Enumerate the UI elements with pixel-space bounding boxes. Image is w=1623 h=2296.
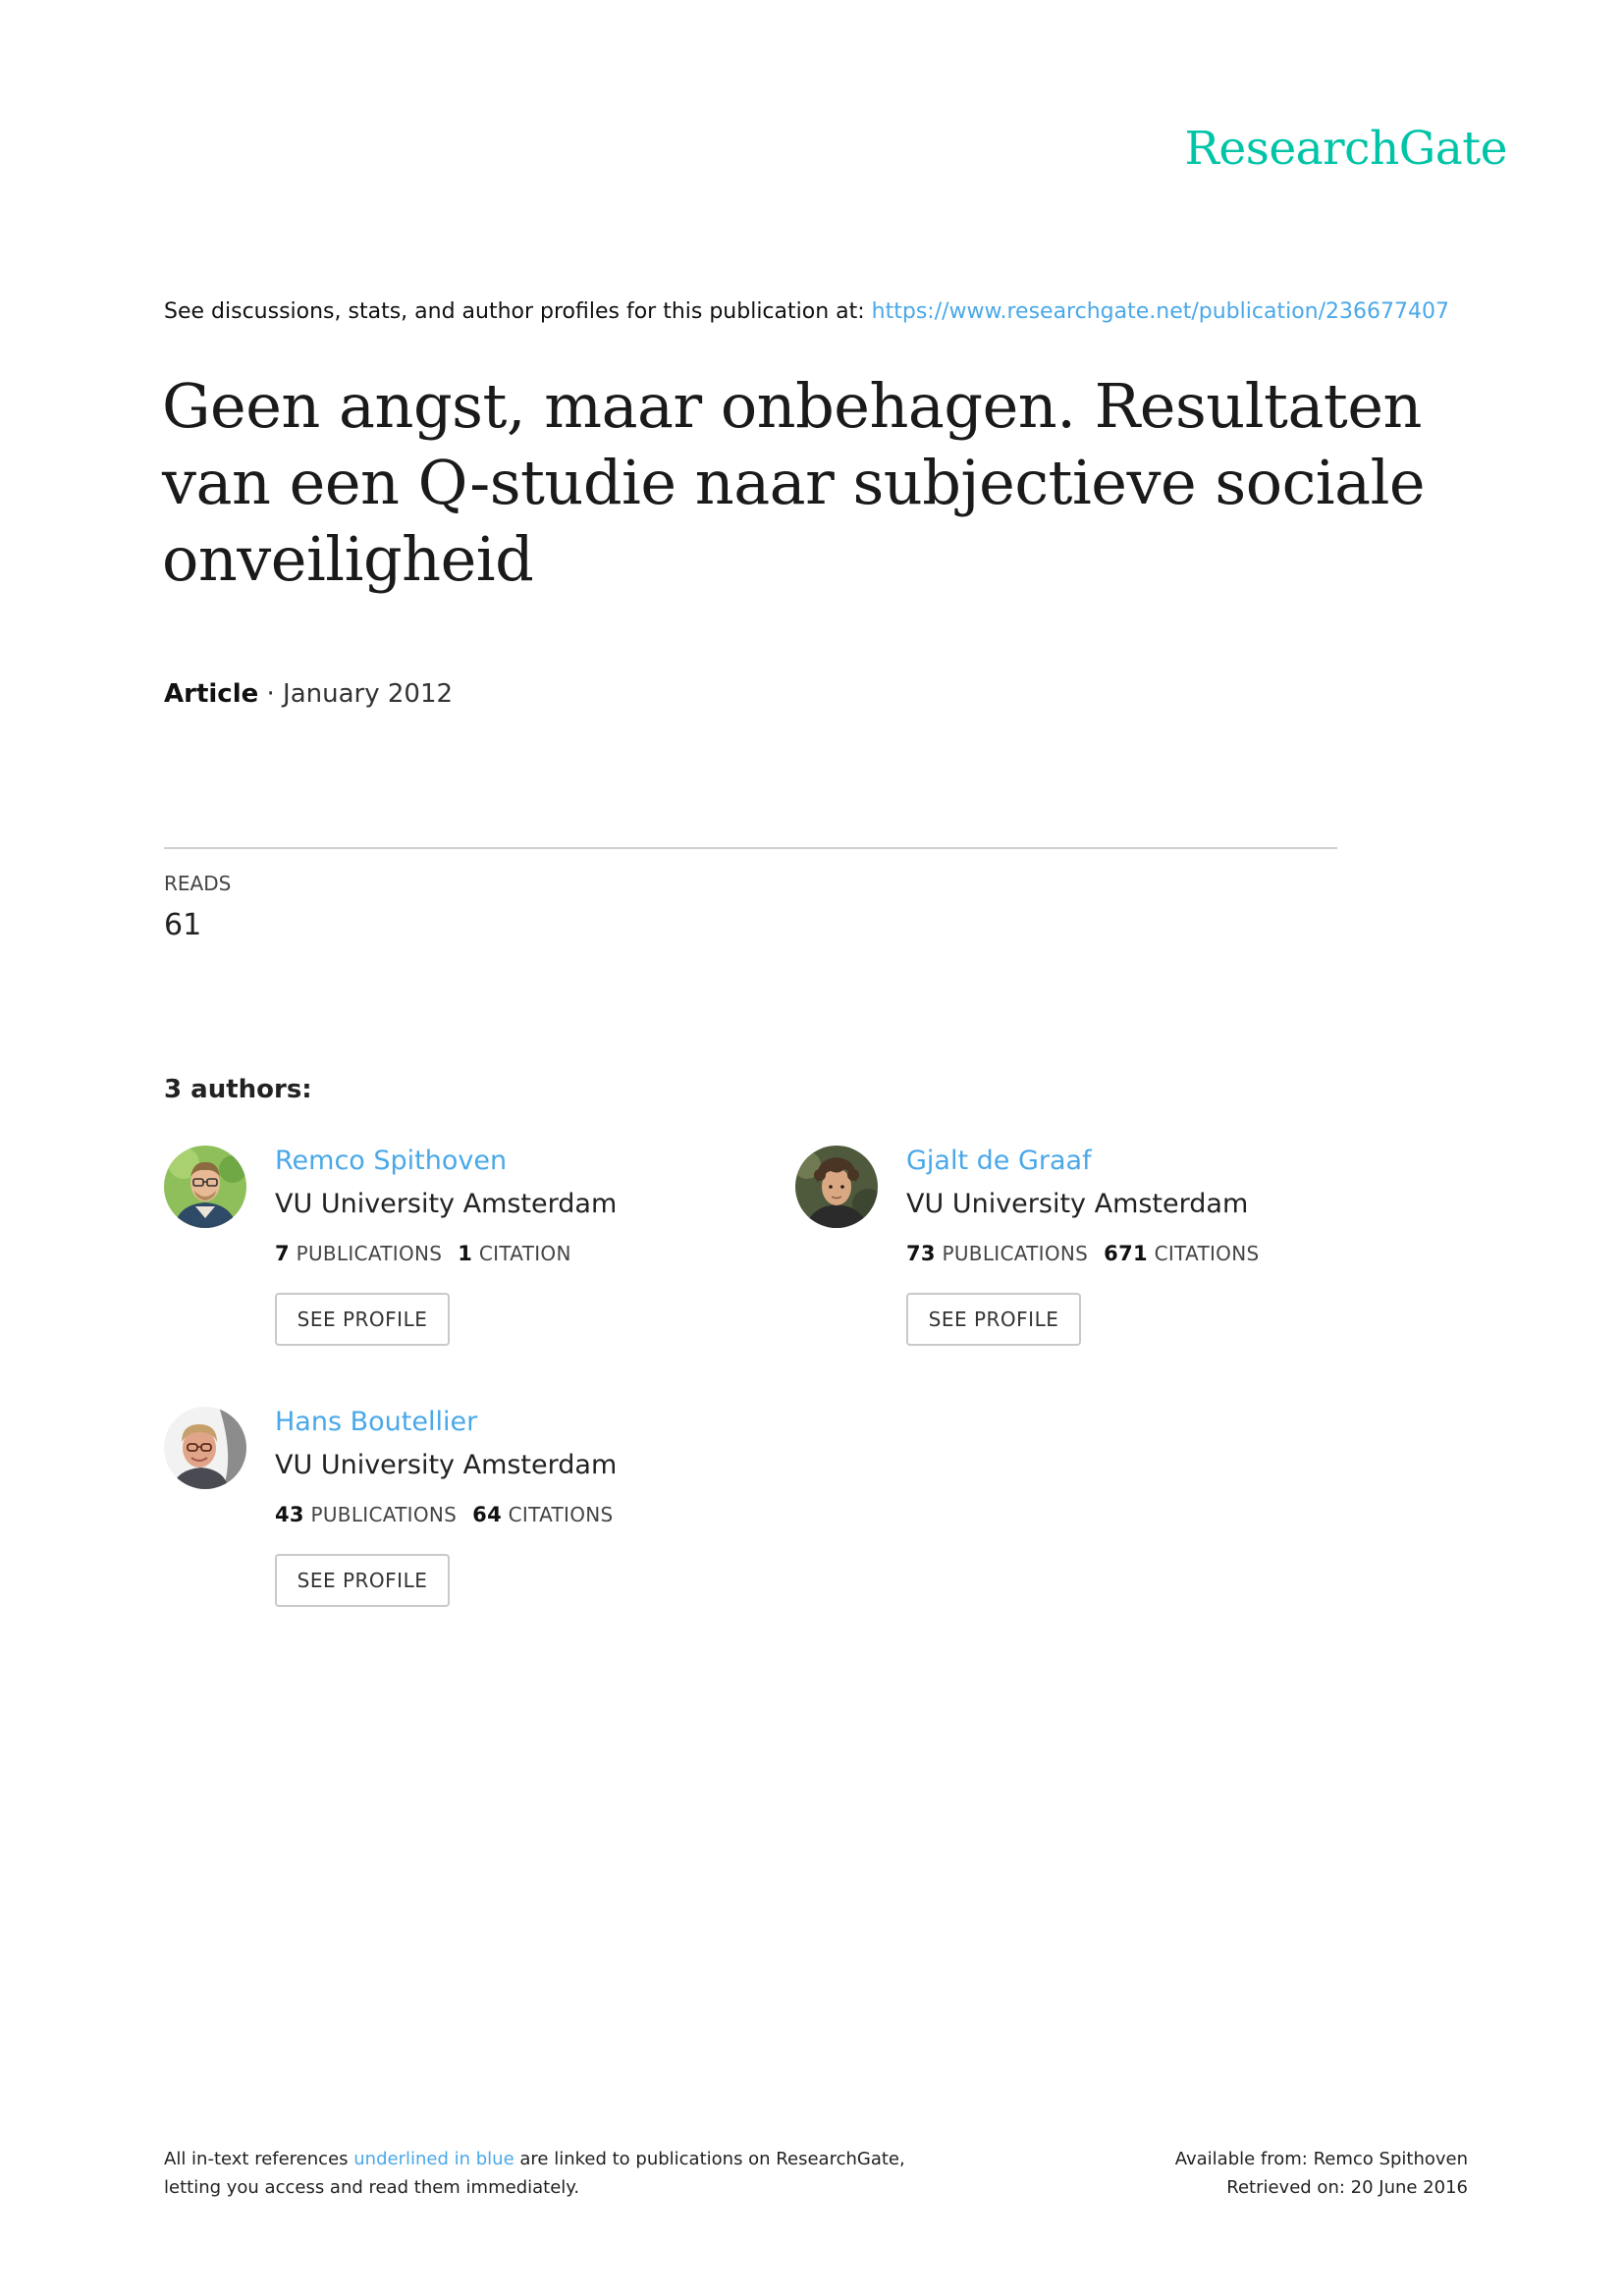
- publication-date: January 2012: [283, 679, 454, 709]
- author-institution: VU University Amsterdam: [275, 1189, 618, 1219]
- author-stats: [275, 1503, 614, 1526]
- see-profile-button[interactable]: SEE PROFILE: [906, 1293, 1081, 1346]
- footer-line-2: letting you access and read them immediately.: [164, 2177, 580, 2198]
- avatar-image: [164, 1146, 246, 1228]
- avatar-image: [795, 1146, 878, 1228]
- see-profile-button[interactable]: SEE PROFILE: [275, 1554, 450, 1607]
- citations-label: CITATIONS: [508, 1503, 614, 1526]
- available-from: Available from: Remco Spithoven: [1174, 2149, 1468, 2169]
- footer-line-1: [164, 2145, 905, 2173]
- publication-type: Article: [164, 679, 259, 709]
- publication-url-link[interactable]: https://www.researchgate.net/publication/236677407: [871, 299, 1449, 324]
- avatar[interactable]: [795, 1146, 878, 1228]
- author-card: [164, 1407, 753, 1642]
- publications-label: PUBLICATIONS: [942, 1242, 1089, 1265]
- author-name[interactable]: Gjalt de Graaf: [906, 1146, 1092, 1176]
- citations-count: 1: [458, 1242, 473, 1265]
- author-institution: VU University Amsterdam: [275, 1450, 618, 1480]
- reads-count: 61: [164, 908, 202, 942]
- citations-label: CITATION: [478, 1242, 571, 1265]
- publications-count: 7: [275, 1242, 290, 1265]
- footer-note: [164, 2145, 905, 2202]
- avatar[interactable]: [164, 1146, 246, 1228]
- retrieved-on: Retrieved on: 20 June 2016: [1226, 2177, 1468, 2198]
- avatar[interactable]: [164, 1407, 246, 1489]
- divider: [164, 847, 1337, 849]
- author-name[interactable]: Hans Boutellier: [275, 1407, 478, 1437]
- see-profile-button[interactable]: SEE PROFILE: [275, 1293, 450, 1346]
- publication-meta: [164, 679, 453, 709]
- intro-text: See discussions, stats, and author profiles for this publication at:: [164, 299, 872, 324]
- publications-count: 73: [906, 1242, 936, 1265]
- meta-separator: ·: [258, 679, 284, 709]
- authors-heading: 3 authors:: [164, 1075, 312, 1104]
- author-name[interactable]: Remco Spithoven: [275, 1146, 508, 1176]
- citations-count: 671: [1104, 1242, 1148, 1265]
- publication-intro: [164, 299, 1449, 324]
- author-stats: [906, 1242, 1259, 1265]
- author-card: [795, 1146, 1384, 1381]
- citations-label: CITATIONS: [1154, 1242, 1260, 1265]
- author-card: [164, 1146, 753, 1381]
- footer-prefix: All in-text references: [164, 2149, 354, 2169]
- publications-label: PUBLICATIONS: [296, 1242, 443, 1265]
- author-stats: [275, 1242, 571, 1265]
- citations-count: 64: [472, 1503, 502, 1526]
- availability-info: [1080, 2145, 1468, 2202]
- avatar-image: [164, 1407, 246, 1489]
- footer-link-text: underlined in blue: [353, 2149, 514, 2169]
- publications-label: PUBLICATIONS: [310, 1503, 458, 1526]
- reads-label: READS: [164, 872, 232, 895]
- publications-count: 43: [275, 1503, 304, 1526]
- researchgate-logo[interactable]: ResearchGate: [1184, 122, 1507, 176]
- publication-title: Geen angst, maar onbehagen. Resultaten van een Q-studie naar subjectieve sociale onveiligheid: [162, 370, 1426, 595]
- author-institution: VU University Amsterdam: [906, 1189, 1249, 1219]
- footer-suffix: are linked to publications on ResearchGate,: [514, 2149, 905, 2169]
